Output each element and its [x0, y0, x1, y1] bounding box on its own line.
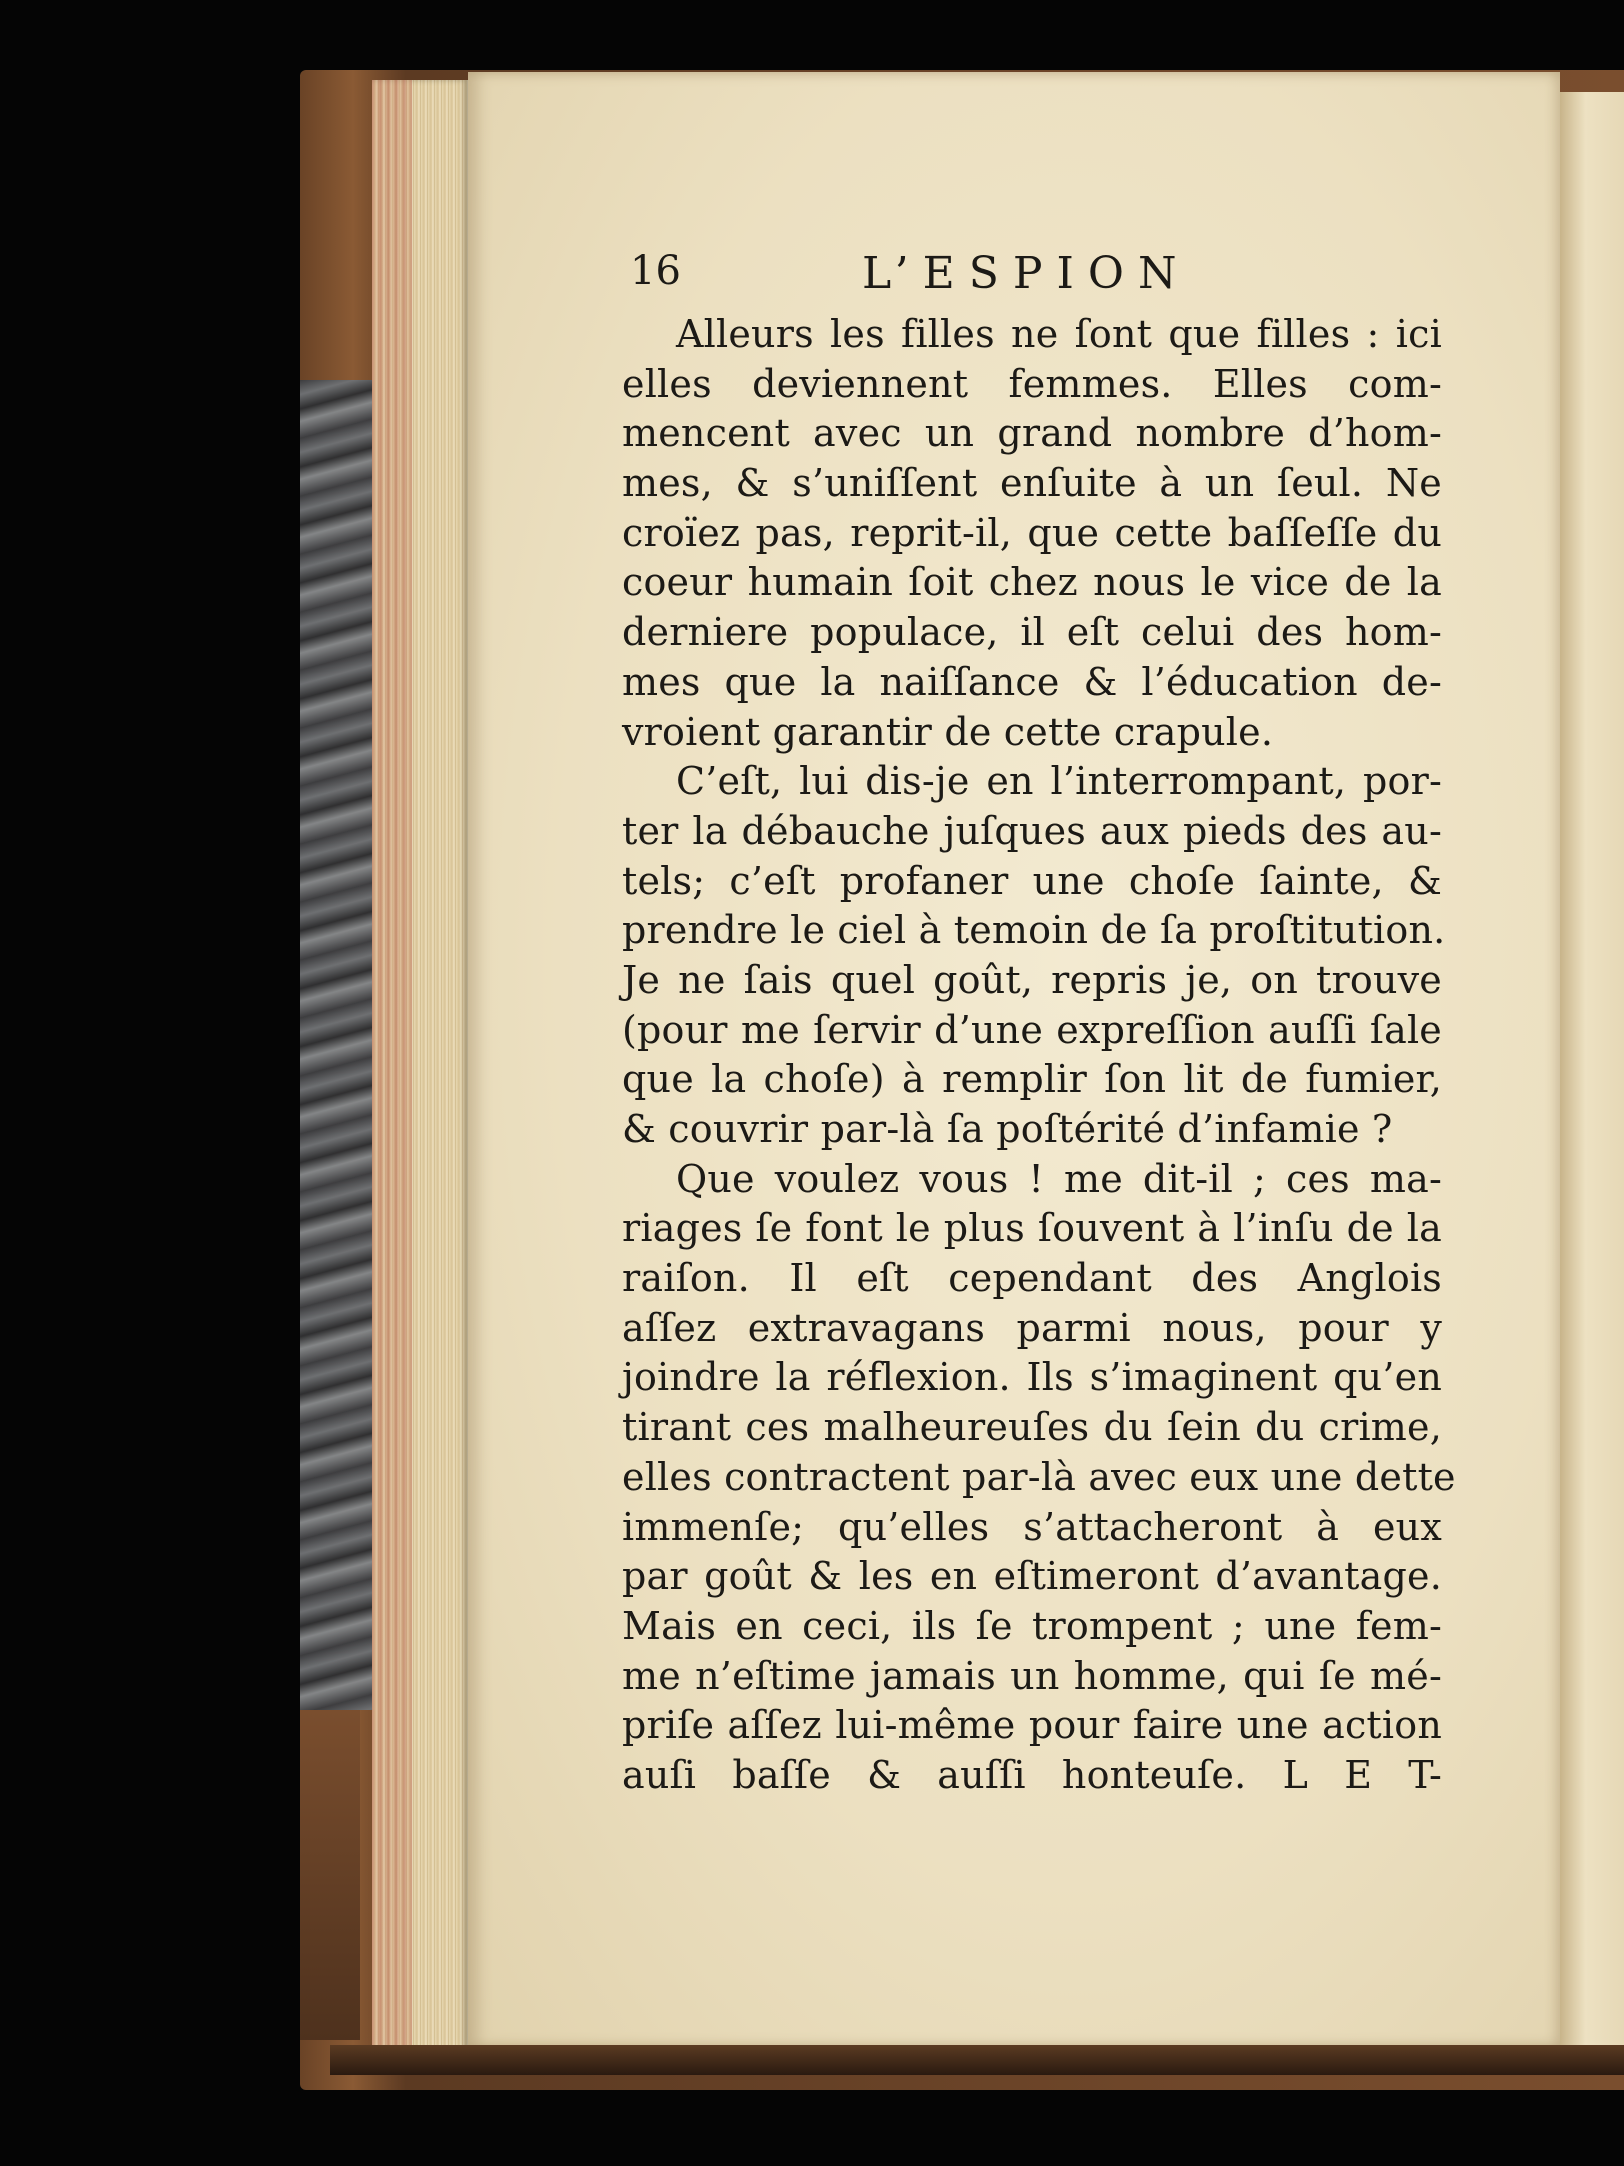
- text-line: joindre la réflexion. Ils s’imaginent qu’en: [622, 1355, 1442, 1400]
- text-line: Alleurs les filles ne ſont que filles : ici: [676, 312, 1442, 356]
- text-line: auſi baſſe & auſſi honteuſe. L E T-: [622, 1752, 1442, 1797]
- text-line: mes que la naiſſance & l’éducation de-: [622, 659, 1442, 704]
- text-line: C’eſt, lui dis-je en l’interrompant, por-: [676, 759, 1442, 804]
- marbled-endpaper: [300, 380, 380, 1710]
- text-line: prendre le ciel à temoin de ſa proſtitution.: [622, 908, 1446, 953]
- text-line: Mais en ceci, ils ſe trompent ; une fem-: [622, 1603, 1442, 1648]
- text-line: me n’eſtime jamais un homme, qui ſe mé-: [622, 1653, 1442, 1698]
- cover-corner: [300, 1710, 360, 2040]
- text-line: croïez pas, reprit-il, que cette baſſeſſe du: [622, 510, 1442, 555]
- text-line: que la choſe) à remplir ſon lit de fumier,: [622, 1057, 1442, 1102]
- cover-bottom-edge: [330, 2045, 1624, 2075]
- text-line: tirant ces malheureuſes du ſein du crime,: [622, 1405, 1442, 1450]
- text-line: immenſe; qu’elles s’attacheront à eux: [622, 1504, 1442, 1549]
- facing-page: [1560, 92, 1624, 2064]
- running-head: [622, 240, 1442, 310]
- text-line: & couvrir par-là ſa poſtérité d’infamie ?: [622, 1107, 1393, 1151]
- page-number: 16: [630, 248, 681, 294]
- text-line: ter la débauche juſques aux pieds des au-: [622, 808, 1442, 853]
- text-line: aſſez extravagans parmi nous, pour y: [622, 1305, 1442, 1350]
- text-line: priſe aſſez lui-même pour faire une action: [622, 1703, 1442, 1748]
- text-line: elles deviennent femmes. Elles com-: [622, 361, 1442, 406]
- red-page-edges: [372, 80, 412, 2070]
- text-line: raiſon. Il eſt cependant des Anglois: [622, 1256, 1442, 1301]
- text-line: elles contractent par-là avec eux une dette: [622, 1454, 1456, 1499]
- text-line: riages ſe font le plus ſouvent à l’inſu de la: [622, 1206, 1442, 1251]
- text-line: coeur humain ſoit chez nous le vice de la: [622, 560, 1442, 605]
- page-title: L’ESPION: [862, 248, 1191, 299]
- text-line: (pour me ſervir d’une expreſſion auſſi ſale: [622, 1007, 1442, 1052]
- text-line: derniere populace, il eſt celui des hom-: [622, 610, 1442, 655]
- text-line: Je ne ſais quel goût, repris je, on trouve: [622, 957, 1442, 1002]
- text-line: mes, & s’uniſſent enſuite à un ſeul. Ne: [622, 461, 1442, 506]
- text-line: Que voulez vous ! me dit-il ; ces ma-: [676, 1156, 1442, 1201]
- text-line: tels; c’eſt profaner une choſe ſainte, &: [622, 858, 1442, 903]
- body-text: [622, 310, 1456, 1801]
- text-line: vroient garantir de cette crapule.: [622, 709, 1274, 754]
- text-line: par goût & les en eſtimeront d’avantage.: [622, 1554, 1442, 1599]
- page-text-block: [622, 240, 1456, 1801]
- text-line: mencent avec un grand nombre d’hom-: [622, 411, 1442, 456]
